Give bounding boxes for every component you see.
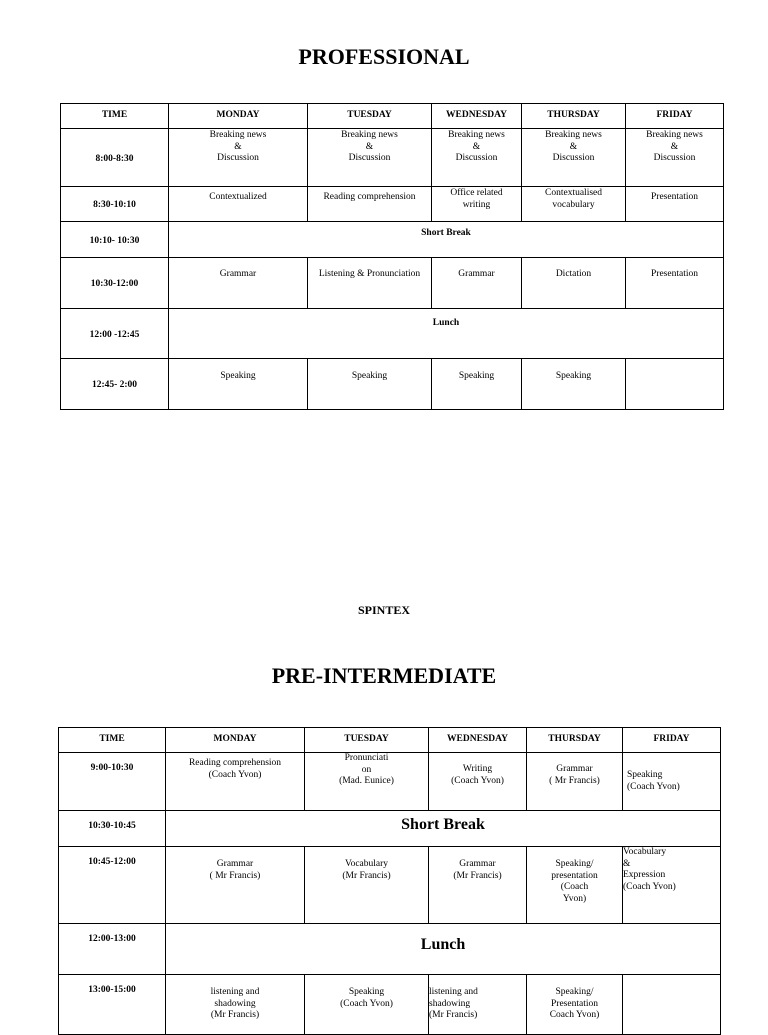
class-cell <box>169 359 308 410</box>
table-row <box>61 258 724 309</box>
class-cell <box>432 187 522 222</box>
cell-text: Office related writing <box>450 188 503 210</box>
cell-text: Speaking <box>458 371 495 381</box>
cell-text: Speaking (Coach Yvon) <box>340 987 393 1009</box>
header-row <box>59 728 721 753</box>
cell-text: Speaking (Coach Yvon) <box>627 770 680 792</box>
class-cell <box>166 975 305 1035</box>
class-cell <box>522 187 626 222</box>
cell-text: Speaking <box>351 371 388 381</box>
time-cell: 12:00 -12:45 <box>61 309 169 359</box>
spintex-label: SPINTEX <box>357 603 410 617</box>
table-row <box>61 309 724 359</box>
cell-text: Contextualised vocabulary <box>545 188 602 210</box>
class-cell <box>527 753 623 811</box>
table-row <box>61 222 724 258</box>
cell-text: Writing (Coach Yvon) <box>451 764 504 786</box>
pre-intermediate-title: PRE-INTERMEDIATE <box>271 663 497 688</box>
header-cell: WEDNESDAY <box>432 104 522 129</box>
class-cell <box>432 359 522 410</box>
table-row <box>61 187 724 222</box>
header-cell: MONDAY <box>166 728 305 753</box>
cell-text: Breaking news & Discussion <box>448 130 505 163</box>
lunch-cell: Lunch <box>166 924 721 975</box>
time-cell: 13:00-15:00 <box>59 975 166 1035</box>
time-cell: 12:45- 2:00 <box>61 359 169 410</box>
table-row <box>59 753 721 811</box>
class-cell <box>308 129 432 187</box>
professional-title: PROFESSIONAL <box>298 44 470 69</box>
header-cell: MONDAY <box>169 104 308 129</box>
class-cell <box>522 258 626 309</box>
time-cell: 12:00-13:00 <box>59 924 166 975</box>
cell-text: Pronunciati on (Mad. Eunice) <box>339 753 394 786</box>
table-row <box>61 359 724 410</box>
time-cell: 8:00-8:30 <box>61 129 169 187</box>
table-row <box>59 811 721 847</box>
class-cell <box>308 359 432 410</box>
header-cell: THURSDAY <box>527 728 623 753</box>
time-cell: 10:45-12:00 <box>59 847 166 924</box>
class-cell <box>626 258 724 309</box>
short-break-cell: Short Break <box>169 222 724 258</box>
cell-text: Speaking/ Presentation Coach Yvon) <box>549 987 600 1020</box>
header-cell: TUESDAY <box>308 104 432 129</box>
class-cell <box>429 847 527 924</box>
class-cell <box>527 975 623 1035</box>
class-cell <box>305 753 429 811</box>
header-cell: WEDNESDAY <box>429 728 527 753</box>
cell-text: Presentation <box>651 269 698 279</box>
cell-text: Listening & Pronunciation <box>318 269 421 279</box>
cell-text: Reading comprehension <box>323 192 416 202</box>
class-cell <box>305 847 429 924</box>
cell-text: listening and shadowing (Mr Francis) <box>210 987 260 1020</box>
class-cell <box>308 258 432 309</box>
class-cell <box>429 753 527 811</box>
class-cell <box>429 975 527 1035</box>
cell-text: Grammar <box>219 269 257 279</box>
cell-text: Speaking <box>220 371 256 381</box>
cell-text: Presentation <box>651 192 698 202</box>
table-row <box>59 975 721 1035</box>
cell-text: Speaking/ presentation (Coach Yvon) <box>551 859 598 904</box>
time-cell: 10:10- 10:30 <box>61 222 169 258</box>
header-cell: FRIDAY <box>623 728 721 753</box>
class-cell <box>432 258 522 309</box>
class-cell <box>166 753 305 811</box>
class-cell <box>169 129 308 187</box>
table-row <box>59 847 721 924</box>
cell-text: Contextualized <box>209 192 267 202</box>
time-cell: 10:30-10:45 <box>59 811 166 847</box>
header-cell: TIME <box>59 728 166 753</box>
table-row <box>59 924 721 975</box>
time-cell: 9:00-10:30 <box>59 753 166 811</box>
short-break-cell: Short Break <box>166 811 721 847</box>
class-cell <box>169 187 308 222</box>
class-cell <box>308 187 432 222</box>
class-cell <box>432 129 522 187</box>
pre-intermediate-timetable <box>58 727 721 1035</box>
class-cell <box>305 975 429 1035</box>
cell-text: listening and shadowing (Mr Francis) <box>429 987 478 1020</box>
class-cell <box>166 847 305 924</box>
cell-text: Vocabulary & Expression (Coach Yvon) <box>623 847 676 892</box>
cell-text: Breaking news & Discussion <box>545 130 602 163</box>
header-cell: THURSDAY <box>522 104 626 129</box>
header-row <box>61 104 724 129</box>
cell-text: Reading comprehension (Coach Yvon) <box>188 758 282 780</box>
cell-text: Speaking <box>555 371 592 381</box>
class-cell <box>527 847 623 924</box>
class-cell <box>623 847 721 924</box>
class-cell <box>169 258 308 309</box>
class-cell <box>522 129 626 187</box>
cell-text: Grammar (Mr Francis) <box>453 859 502 881</box>
cell-text: Breaking news & Discussion <box>209 130 267 163</box>
class-cell <box>626 187 724 222</box>
class-cell <box>626 359 724 410</box>
class-cell <box>626 129 724 187</box>
cell-text: Grammar ( Mr Francis) <box>549 764 600 786</box>
time-cell: 8:30-10:10 <box>61 187 169 222</box>
cell-text: Breaking news & Discussion <box>341 130 398 163</box>
header-cell: FRIDAY <box>626 104 724 129</box>
class-cell <box>623 753 721 811</box>
cell-text: Grammar <box>458 269 495 279</box>
cell-text: Grammar ( Mr Francis) <box>209 859 261 881</box>
cell-text: Breaking news & Discussion <box>646 130 703 163</box>
professional-timetable <box>60 103 724 410</box>
class-cell <box>522 359 626 410</box>
header-cell: TIME <box>61 104 169 129</box>
class-cell <box>623 975 721 1035</box>
table-row <box>61 129 724 187</box>
cell-text: Dictation <box>555 269 592 279</box>
header-cell: TUESDAY <box>305 728 429 753</box>
lunch-cell: Lunch <box>169 309 724 359</box>
time-cell: 10:30-12:00 <box>61 258 169 309</box>
cell-text: Vocabulary (Mr Francis) <box>342 859 391 881</box>
